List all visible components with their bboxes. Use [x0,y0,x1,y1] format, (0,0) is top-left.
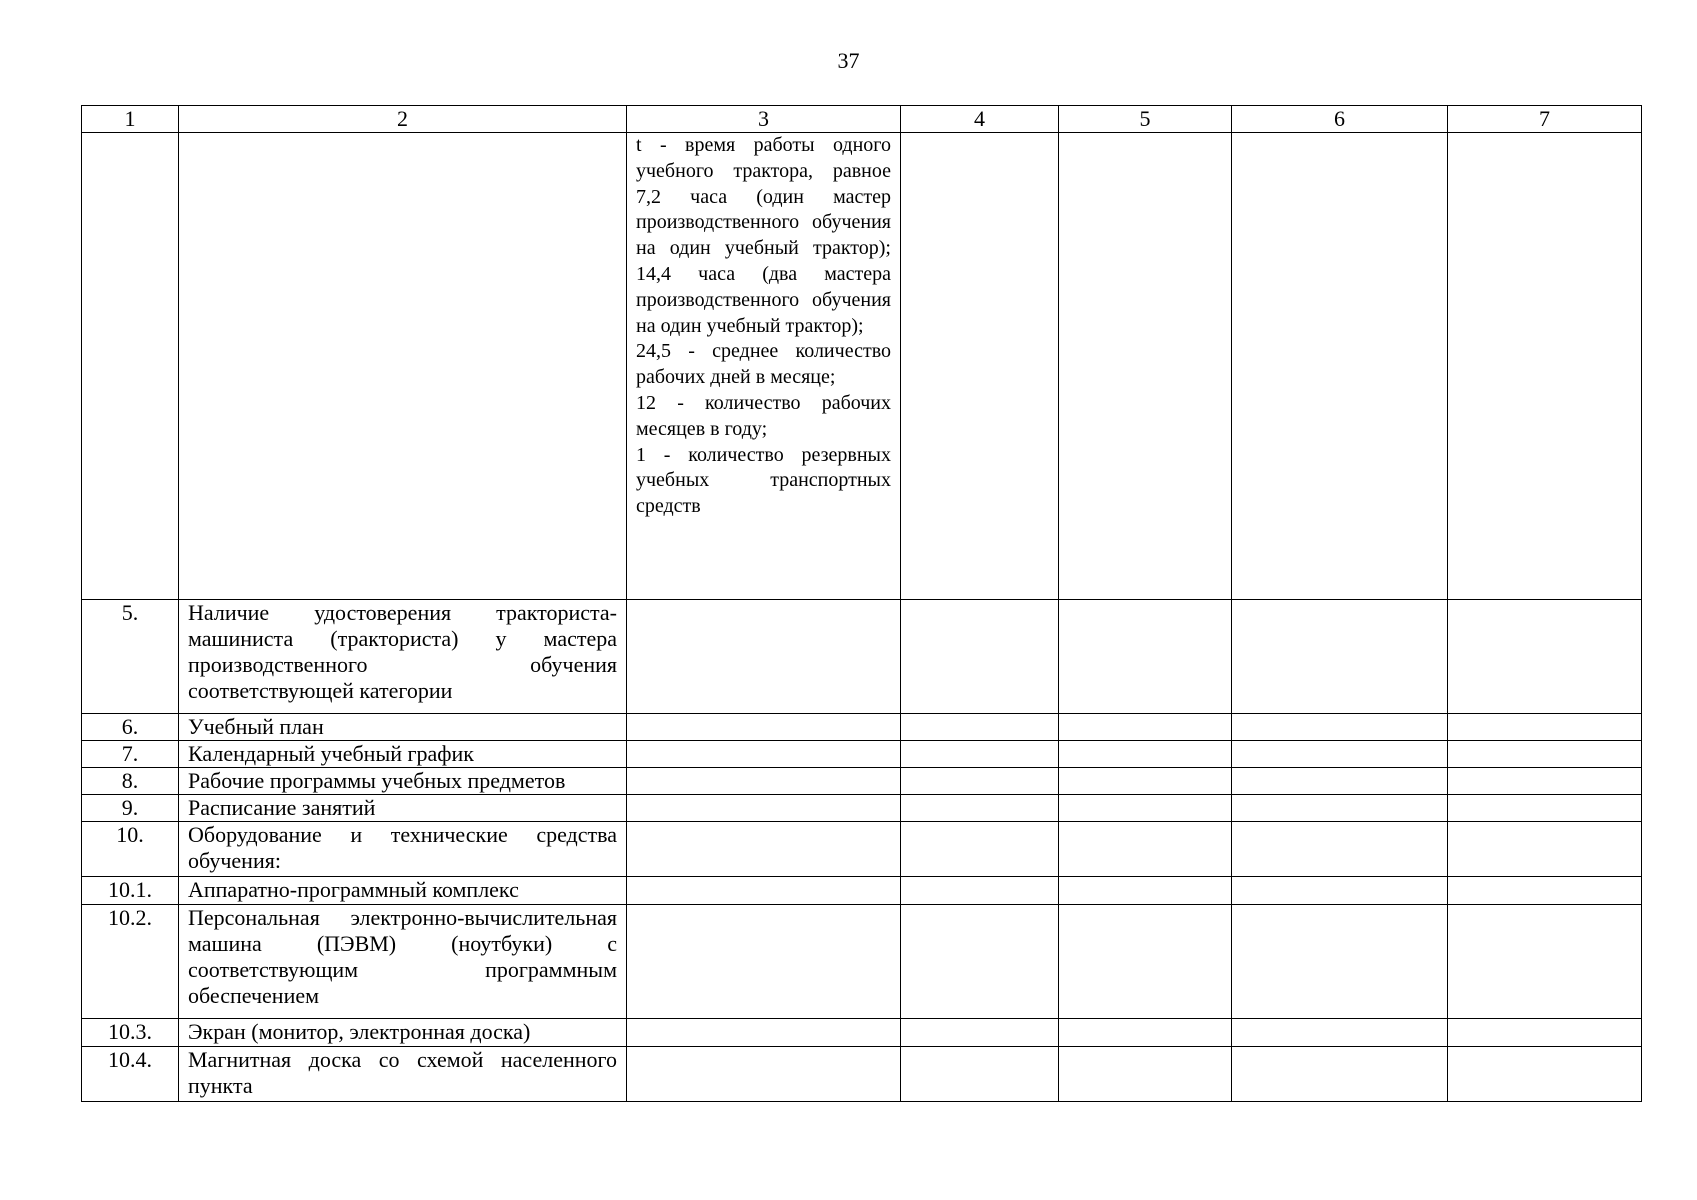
row-name: Рабочие программы учебных предметов [179,768,627,795]
column-number-row [82,106,1642,133]
column-header: 7 [1448,106,1642,133]
row-number: 9. [82,795,179,822]
table-row [82,741,1642,768]
table-row [82,600,1642,714]
row-name: Наличие удостоверения тракториста-машиниста (тракториста) у мастера производственного обучения соответствующей категории [179,600,627,714]
formula-line: 12 - количество рабочих месяцев в году; [636,391,891,440]
row-name: Учебный план [179,714,627,741]
formula-line: t - время работы одного учебного трактора, равное 7,2 часа (один мастер производственного обучения на один учебный трактор); 14,4 часа (два мастера производственного обучения на один учебный трактор); [636,134,891,337]
column-header: 5 [1059,106,1232,133]
row-number: 10.2. [82,905,179,1019]
table-row [82,714,1642,741]
formula-line: 1 - количество резервных учебных транспортных средств [636,443,891,518]
row-name: Оборудование и технические средства обучения: [179,822,627,877]
column-header: 1 [82,106,179,133]
row-number: 10.3. [82,1019,179,1047]
row-number: 8. [82,768,179,795]
column-header: 2 [179,106,627,133]
page-number: 37 [837,48,860,73]
empty-cell [1232,133,1448,600]
row-number: 6. [82,714,179,741]
row-name: Аппаратно-программный комплекс [179,877,627,905]
table-row [82,768,1642,795]
row-number: 10.1. [82,877,179,905]
empty-cell [901,133,1059,600]
row-number: 10. [82,822,179,877]
row-number: 5. [82,600,179,714]
formula-line: 24,5 - среднее количество рабочих дней в месяце; [636,340,891,389]
table-row [82,133,1642,600]
table-row [82,795,1642,822]
row-name: Расписание занятий [179,795,627,822]
row-name: Экран (монитор, электронная доска) [179,1019,627,1047]
row-name: Персональная электронно-вычислительная машина (ПЭВМ) (ноутбуки) с соответствующим программным обеспечением [179,905,627,1019]
row-name: Календарный учебный график [179,741,627,768]
column-header: 6 [1232,106,1448,133]
column-header: 3 [627,106,901,133]
column-header: 4 [901,106,1059,133]
table-row [82,1047,1642,1102]
row-name: Магнитная доска со схемой населенного пункта [179,1047,627,1102]
empty-cell [82,133,179,600]
table-row [82,822,1642,877]
table-row [82,1019,1642,1047]
requirements-table [81,105,1642,1102]
empty-cell [179,133,627,600]
table-row [82,877,1642,905]
formula-explanation-cell [627,133,901,600]
row-number: 10.4. [82,1047,179,1102]
row-number: 7. [82,741,179,768]
table-row [82,905,1642,1019]
empty-cell [1059,133,1232,600]
empty-cell [1448,133,1642,600]
